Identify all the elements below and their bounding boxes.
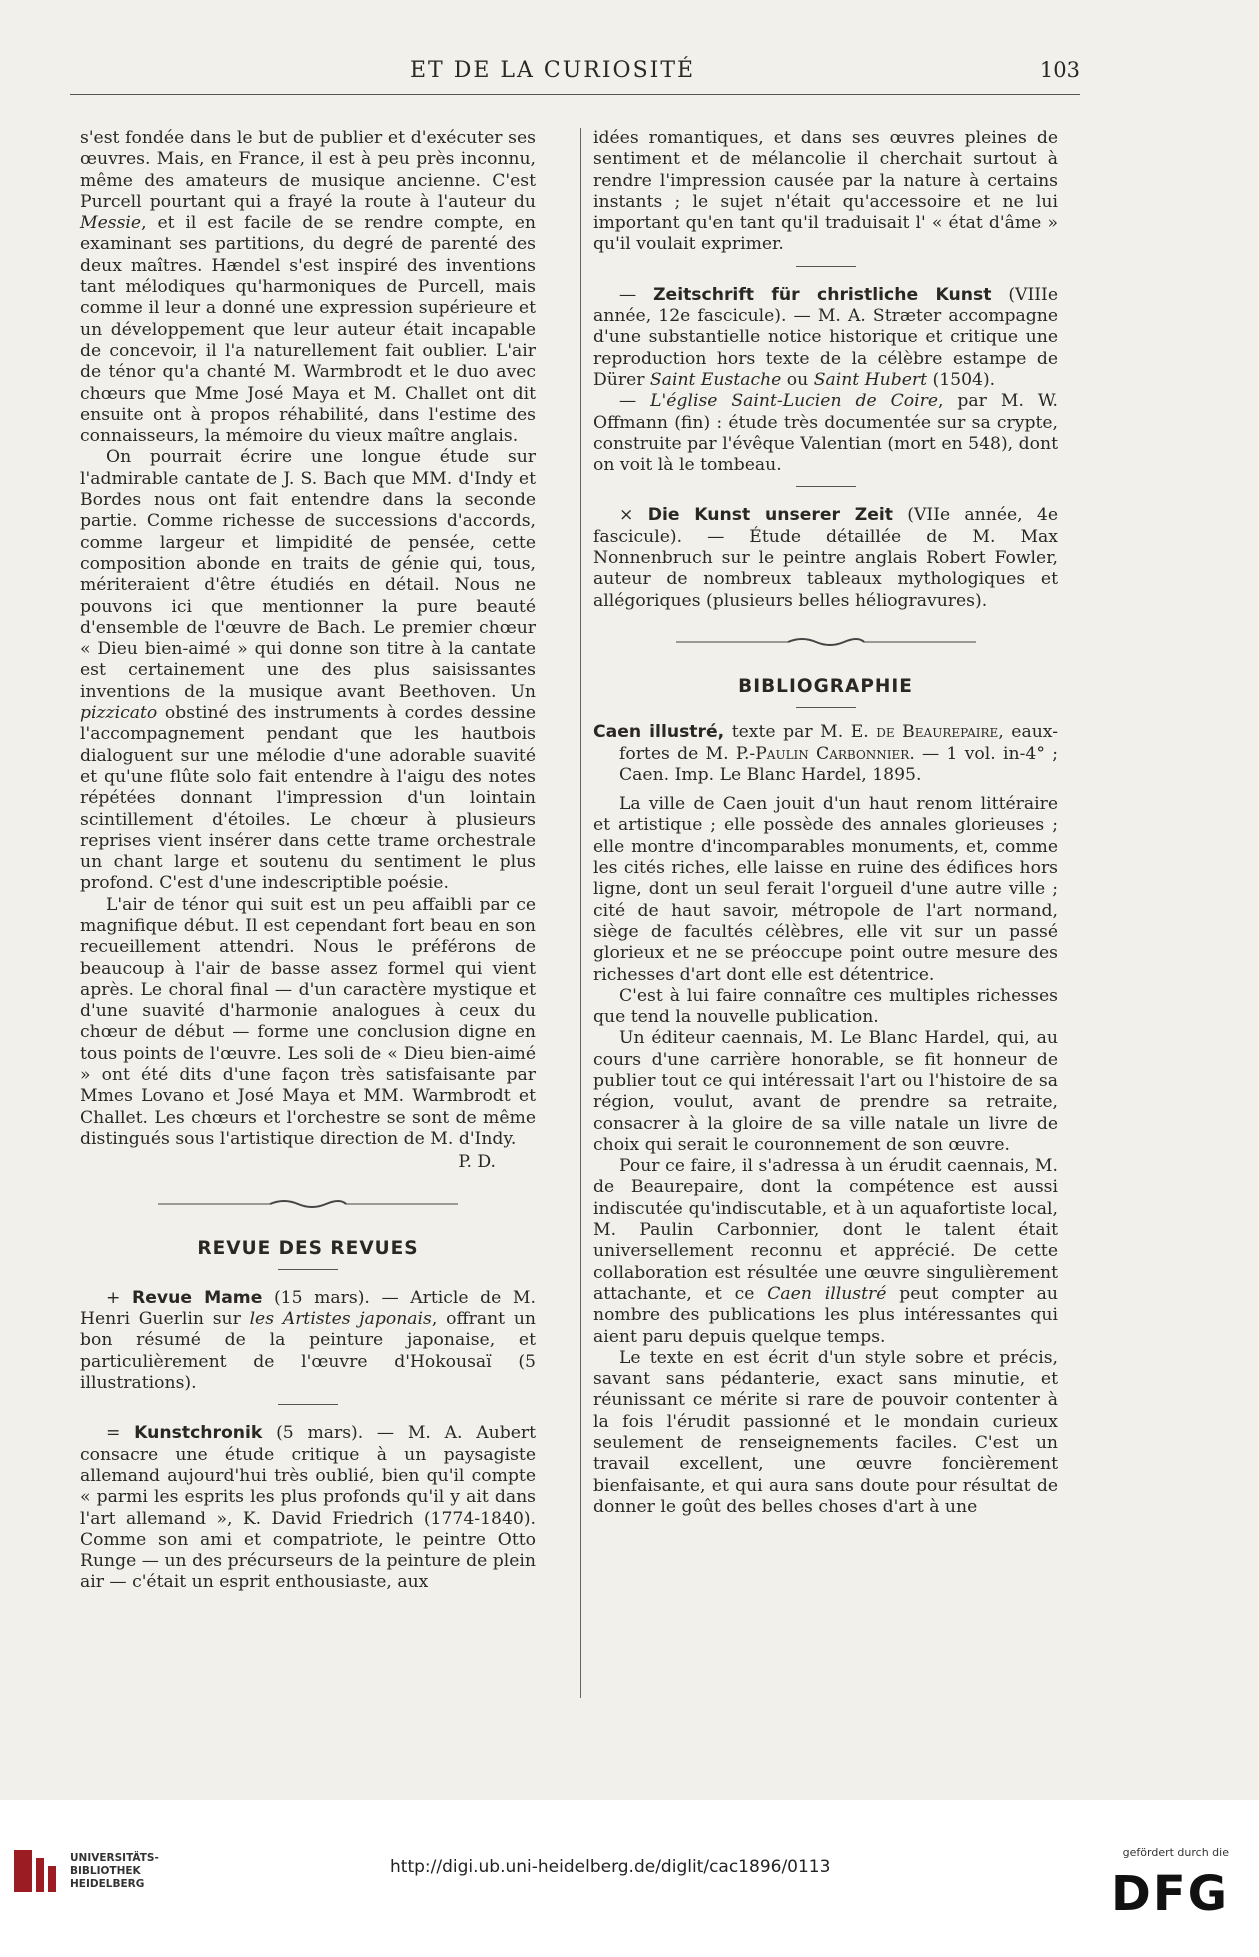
divider [796,707,856,708]
dfg-logo: DFG [1110,1866,1229,1922]
paragraph: C'est à lui faire connaître ces multiples richesses que tend la nouvelle publication. [593,985,1058,1028]
review-entry: × Die Kunst unserer Zeit (VIIe année, 4e fascicule). — Étude détaillée de M. Max Nonnenbruch sur le peintre anglais Robert Fowler, auteur de nombreux tableaux mythologiques et allégoriques (plusieurs belles héliogravures). [593,505,1058,611]
funder-label: gefördert durch die [1122,1846,1229,1859]
paragraph: Le texte en est écrit d'un style sobre et précis, savant sans pédanterie, exact sans minutie, et réunissant ce mérite si rare de pouvoir contenter à la fois l'érudit passionné et le mondain curieux seulement de renseignements faciles. C'est un travail excellent, une œuvre foncièrement bienfaisante, et qui aura sans doute pour résultat de donner le goût des belles choses d'art à une [593,1347,1058,1517]
bibliographic-reference: Caen illustré, texte par M. E. de Beaurepaire, eaux-fortes de M. P.-Paulin Carbonnier. — 1 vol. in-4° ; Caen. Imp. Le Blanc Hardel, 1895. [593,722,1058,785]
footer-bar [0,1800,1259,1957]
institution-name: UNIVERSITÄTS- BIBLIOTHEK HEIDELBERG [70,1852,159,1890]
divider [796,266,856,267]
divider [278,1269,338,1270]
paragraph: On pourrait écrire une longue étude sur l'admirable cantate de J. S. Bach que MM. d'Indy et Bordes nous ont fait entendre dans la seconde partie. Comme richesse de successions d'accords, comme largeur et limpidité de pensée, cette composition abonde en traits de génie qui, tous, mériteraient d'être étudiés en détail. Nous ne pouvons ici que mentionner la pure beauté d'ensemble de l'œuvre de Bach. Le premier chœur « Dieu bien-aimé » qui donne son titre à la cantate est certainement une des plus saisissantes inventions de la musique avant Beethoven. Un pizzicato obstiné des instruments à cordes dessine l'accompagnement pendant que les hautbois dialoguent sur une mélodie d'une adorable suavité et qu'une flûte solo fait entendre à l'aigu des notes répétées donnant l'impression d'un lointain scintillement d'étoiles. Le chœur à plusieurs reprises vient insérer dans cette trame orchestrale un chant large et soutenu du sentiment le plus profond. C'est d'une indescriptible poésie. [80,447,536,894]
ornament-divider [676,636,976,648]
left-column [80,128,536,1594]
paragraph: s'est fondée dans le but de publier et d'exécuter ses œuvres. Mais, en France, il est à peu près inconnu, même des amateurs de musique ancienne. C'est Purcell pourtant qui a frayé la route à l'auteur du Messie, et il est facile de se rendre compte, en examinant ses partitions, du degré de parenté des deux maîtres. Hændel s'est inspiré des inventions tant mélodiques qu'harmoniques de Purcell, mais comme il leur a donné une expression supérieure et un développement que leur auteur était incapable de concevoir, il l'a naturellement fait oublier. L'air de ténor qu'a chanté M. Warmbrodt et le duo avec chœurs que Mme José Maya et M. Challet ont dit ensuite ont à propos réhabilité, dans l'estime des connaisseurs, la mémoire du vieux maître anglais. [80,128,536,447]
signature: P. D. [458,1152,496,1173]
section-title-bibliographie: BIBLIOGRAPHIE [738,675,913,697]
review-entry: — Zeitschrift für christliche Kunst (VIIIe année, 12e fascicule). — M. A. Stræter accompagne d'une substantielle notice historique et critique une reproduction hors texte de la célèbre estampe de Dürer Saint Eustache ou Saint Hubert (1504). [593,284,1059,390]
running-title: ET DE LA CURIOSITÉ [410,58,696,83]
page-number: 103 [1039,58,1080,82]
column-rule [580,128,581,1698]
paragraph: La ville de Caen jouit d'un haut renom littéraire et artistique ; elle possède des annales glorieuses ; elle montre d'incomparables monuments, et, comme les cités riches, elle laisse en ruine des édifices hors ligne, dont un seul ferait l'orgueil d'une autre ville ; cité de haut savoir, métropole de l'art normand, siège de facultés célèbres, elle vit sur un passé glorieux et ne se préoccupe point outre mesure des richesses d'art dont elle est détentrice. [593,794,1058,985]
review-entry: = Kunstchronik (5 mars). — M. A. Aubert consacre une étude critique à un paysagiste allemand aujourd'hui très oublié, bien qu'il compte « parmi les esprits les plus profonds qu'il y ait dans l'art allemand », K. David Friedrich (1774-1840). Comme son ami et compatriote, le peintre Otto Runge — un des précurseurs de la peinture de plein air — c'était un esprit enthousiaste, aux [80,1423,536,1593]
running-header [70,58,1080,95]
paragraph: L'air de ténor qui suit est un peu affaibli par ce magnifique début. Il est cependant fort beau en son recueillement attendri. Nous le préférons de beaucoup à l'air de basse assez formel qui vient après. Le choral final — d'un caractère mystique et d'une suavité d'harmonie analogues à ceux du chœur de début — forme une conclusion digne en tous points de l'œuvre. Les soli de « Dieu bien-aimé » ont été dits d'une façon très satisfaisante par Mmes Lovano et José Maya et MM. Warmbrodt et Challet. Les chœurs et l'orchestre se sont de même distingués sous l'artistique direction de M. d'Indy. [80,894,536,1149]
paragraph: Pour ce faire, il s'adressa à un érudit caennais, M. de Beaurepaire, dont la compétence est aussi indiscutée qu'indiscutable, et à un aquafortiste local, M. Paulin Carbonnier, dont le talent était universellement reconnu et apprécié. De cette collaboration est résultée une œuvre singulièrement attachante, et ce Caen illustré peut compter au nombre des publications les plus intéressantes qui aient paru depuis quelque temps. [593,1156,1058,1347]
divider [796,486,856,487]
ornament-divider [158,1198,458,1210]
divider [278,1404,338,1405]
university-library-logo [12,1848,62,1894]
paragraph: idées romantiques, et dans ses œuvres pleines de sentiment et de mélancolie il cherchait surtout à rendre l'impression causée par la nature à certains instants ; le sujet n'était qu'accessoire et ne lui important qu'en tant qu'il traduisait l' « état d'âme » qu'il voulait exprimer. [593,128,1058,255]
review-entry: + Revue Mame (15 mars). — Article de M. Henri Guerlin sur les Artistes japonais, offrant un bon résumé de la peinture japonaise, et particulièrement de l'œuvre d'Hokousaï (5 illustrations). [80,1287,536,1394]
section-title-revue: REVUE DES REVUES [197,1237,419,1259]
review-entry: — L'église Saint-Lucien de Coire, par M. W. Offmann (fin) : étude très documentée sur sa crypte, construite par l'évêque Valentian (mort en 548), dont on voit là le tombeau. [593,391,1058,476]
right-column [593,128,1058,1518]
source-url[interactable]: http://digi.ub.uni-heidelberg.de/diglit/cac1896/0113 [390,1857,831,1877]
paragraph: Un éditeur caennais, M. Le Blanc Hardel, qui, au cours d'une carrière honorable, se fit honneur de publier tout ce qui intéressait l'art ou l'histoire de sa région, voulut, avant de prendre sa retraite, consacrer à la gloire de sa ville natale un livre de choix qui serait le couronnement de son œuvre. [593,1028,1058,1155]
